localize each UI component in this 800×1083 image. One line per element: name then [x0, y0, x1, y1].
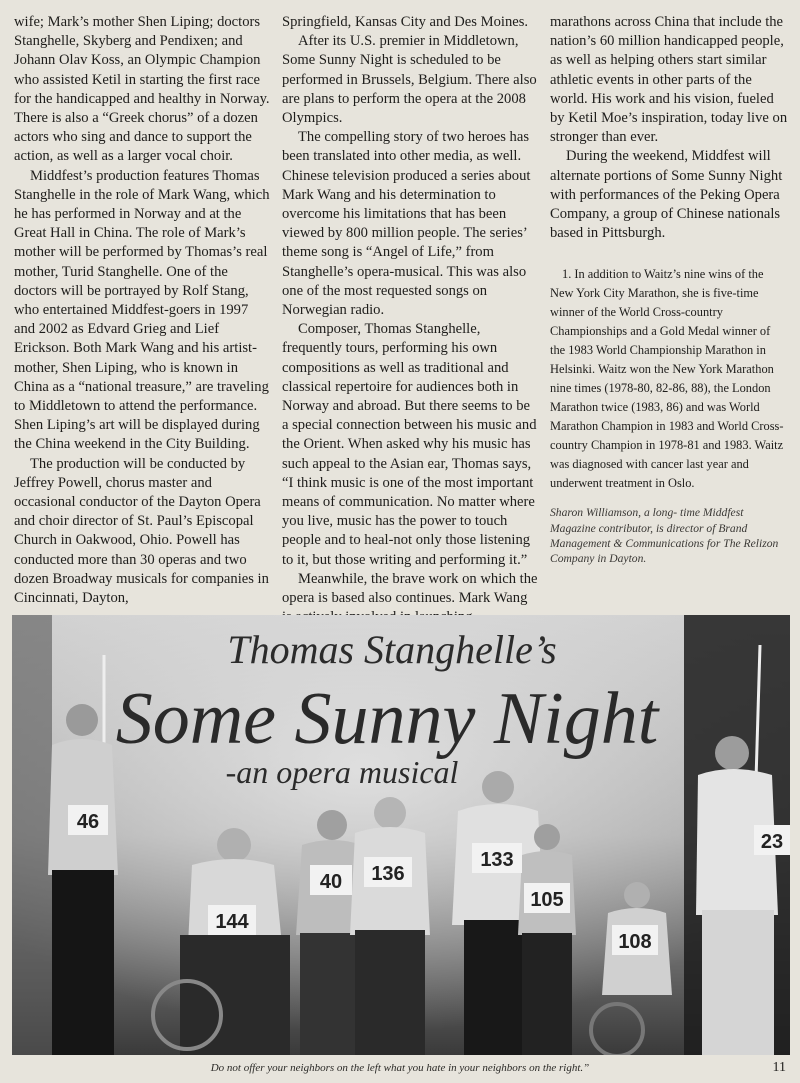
stage-photo	[12, 615, 790, 1055]
bib-number: 23	[760, 831, 784, 853]
bib-number: 40	[319, 871, 343, 893]
banner-title: Some Sunny Night	[115, 678, 659, 760]
bib-number: 136	[371, 863, 405, 885]
article-column-2	[282, 13, 540, 628]
paragraph: marathons across China that include the nation’s 60 million handicapped people, as well as helping others start similar athletic events in other parts of the world. His work and his vision, fueled by Ketil Moe’s inspiration, today live on stronger than ever.	[550, 14, 788, 146]
paragraph: During the weekend, Middfest will alternate portions of Some Sunny Night with performances of the Peking Opera Company, a group of Chinese nationals based in Pittsburgh.	[550, 148, 783, 242]
bib-number: 144	[215, 911, 249, 933]
paragraph: After its U.S. premier in Middletown, Some Sunny Night is scheduled to be performed in Brussels, Belgium. There also are plans to perform the opera at the 2008 Olympics.	[282, 33, 537, 127]
paragraph: Middfest’s production features Thomas Stanghelle in the role of Mark Wang, which he has performed in Norway and at the Great Hall in China. The role of Mark’s mother will be performed by Thomas’s real mother, Turid Stanghelle. One of the doctors will be portrayed by Rolf Stang, who entertained Middfest-goers in 1997 and 2002 as Edvard Grieg and Lief Erickson. Both Mark Wang and his artist-mother, Shen Liping, who is known in China as a “national treasure,” are traveling to Middletown to attend the performance. Shen Liping’s art will be displayed during the China weekend in the City Building.	[14, 167, 270, 453]
paragraph: wife; Mark’s mother Shen Liping; doctors Stanghelle, Skyberg and Pendixen; and Johann Olav Koss, an Olympic Champion who assisted Ketil in starting the first race for the handicapped and healthy in Norway. There is also a “Greek chorus” of a dozen actors who sing and dance to support the action, as well as a larger vocal choir.	[14, 14, 270, 165]
article-column-1	[14, 13, 272, 608]
banner-line-1: Thomas Stanghelle’s	[227, 627, 557, 672]
bib-number: 46	[76, 811, 100, 833]
paragraph: Meanwhile, the brave work on which the opera is based also continues. Mark Wang	[282, 570, 538, 607]
photo-caption: Do not offer your neighbors on the left what you hate in your neighbors on the right.”	[210, 1062, 590, 1074]
author-bio: Sharon Williamson, a long- time Middfest Magazine contributor, is director of Brand Management & Communications for The Relizon Company in Dayton.	[550, 506, 779, 566]
paragraph: Springfield, Kansas City and Des Moines.	[282, 14, 529, 30]
bib-number: 133	[480, 849, 514, 871]
paragraph: The production will be conducted by Jeffrey Powell, chorus master and occasional conductor of the Dayton Opera and choir director of St. Paul’s Episcopal Church in Oakwood, Ohio. Powell has conducted more than 30 operas and two dozen Broadway musicals for companies in Cincinnati, Dayton,	[14, 455, 269, 607]
bib-number: 105	[530, 889, 564, 911]
paragraph: Composer, Thomas Stanghelle, frequently tours, performing his own compositions as well as traditional and classical repertoire for audiences both in Norway and abroad. But there seems to be a special connection between his music and the Orient. When asked why his music has such appeal to the Asian ear, Thomas says, “I think music is one of the most important means of communication. No matter where you live, music has the power to touch people and to heal-not only those listening to it, but those writing and performing it.”	[282, 321, 537, 568]
paragraph: The compelling story of two heroes has been translated into other media, as well. Chinese television produced a series about Mark Wang and his determination to overcome his limitations that has been viewed by 800 million people. The series’ theme song is “Angel of Life,” from Stanghelle’s opera-musical. This was also one of the most requested songs on Norwegian radio.	[282, 129, 531, 319]
stage-photo-illustration	[12, 615, 790, 1055]
bib-number: 108	[618, 931, 652, 953]
article-column-3	[550, 13, 788, 566]
page-number: 11	[772, 1060, 786, 1075]
banner-line-3: -an opera musical	[225, 754, 459, 790]
footnote: 1. In addition to Waitz’s nine wins of the New York City Marathon, she is five-time winner of the World Cross-country Championships and a Gold Medal winner of the 1983 World Championship Marathon in Helsinki. Waitz won the New York Marathon nine times (1978-80, 82-86, 88), the London Marathon twice (1983, 86) and was World Marathon Champion in 1983 and World Cross-country Champion in 1978-81 and 1983. Waitz was diagnosed with cancer last year and underwent treatment in Oslo.	[550, 267, 784, 491]
